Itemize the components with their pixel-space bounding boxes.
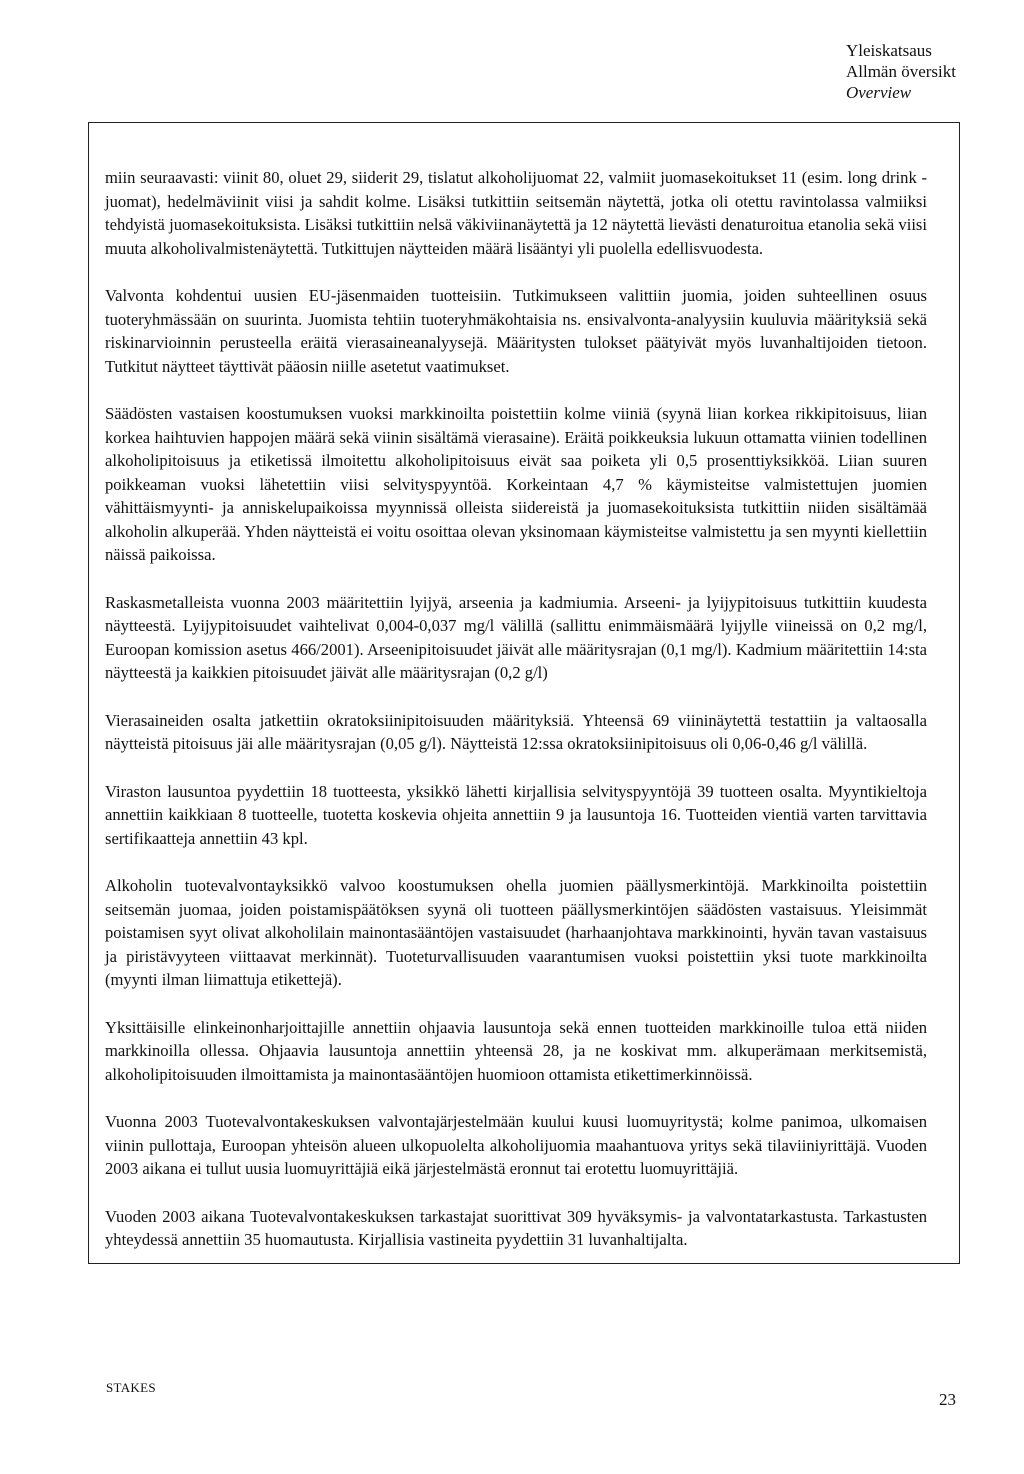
paragraph: Yksittäisille elinkeinonharjoittajille annettiin ohjaavia lausuntoja sekä ennen tuotteiden markkinoille tuloa että niiden markkinoilla ollessa. Ohjaavia lausuntoja annettiin yhteensä 28, ja ne koskivat mm. alkuperämaan merkitsemistä, alkoholipitoisuuden ilmoittamista ja mainontasääntöjen huomioon ottamista etikettimerkinnöissä.	[105, 1017, 927, 1084]
paragraph: Vuonna 2003 Tuotevalvontakeskuksen valvontajärjestelmään kuului kuusi luomuyritystä; kolme panimoa, ulkomaisen viinin pullottaja, Euroopan yhteisön alueen ulkopuolelta alkoholijuomia maahantuova yritys sekä tilaviiniyrittäjä. Vuoden 2003 aikana ei tullut uusia luomuyrittäjiä eikä järjestelmästä eronnut tai erotettu luomuyrittäjiä.	[105, 1112, 927, 1178]
paragraph: miin seuraavasti: viinit 80, oluet 29, siiderit 29, tislatut alkoholijuomat 22, valmiit juomasekoitukset 11 (esim. long drink -juomat), hedelmäviinit viisi ja sahdit kolme. Lisäksi tutkittiin seitsemän näytettä, jotka oli otettu ravintolassa valmiiksi tehdyistä juomasekoituksista. Lisäksi tutkittiin nelsä väkiviinanäytettä ja 12 näytettä lievästi denaturoitua etanolia sekä viisi muuta alkoholivalmistenäytettä. Tutkittujen näytteiden määrä lisääntyi yli puolella edellisvuodesta.	[105, 168, 927, 258]
paragraph: Raskasmetalleista vuonna 2003 määritettiin lyijyä, arseenia ja kadmiumia. Arseeni- ja lyijypitoisuus tutkittiin kuudesta näytteestä. Lyijypitoisuudet vaihtelivat 0,004-0,037 mg/l välillä (sallittu enimmäismäärä lyijylle viineissä on 0,2 mg/l, Euroopan komission asetus 466/2001). Arseenipitoisuudet jäivät alle määritysrajan (0,1 mg/l). Kadmium määritettiin 14:sta näytteestä ja kaikkien pitoisuudet jäivät alle määritysrajan (0,2 g/l)	[105, 592, 927, 682]
paragraph: Vierasaineiden osalta jatkettiin okratoksiinipitoisuuden määrityksiä. Yhteensä 69 viininäytettä testattiin ja valtaosalla näytteistä pitoisuus jäi alle määritysrajan (0,05 g/l). Näytteistä 12:ssa okratoksiinipitoisuus oli 0,06-0,46 g/l välillä.	[105, 710, 927, 753]
header-title-sv: Allmän översikt	[845, 62, 956, 81]
paragraph: Viraston lausuntoa pyydettiin 18 tuotteesta, yksikkö lähetti kirjallisia selvityspyyntöjä 39 tuotteen osalta. Myyntikieltoja annettiin kaikkiaan 8 tuotteelle, tuotetta koskevia ohjeita annettiin 9 ja lausuntoja 16. Tuotteiden vientiä varten tarvittavia sertifikaatteja annettiin 43 kpl.	[105, 781, 927, 848]
page-header	[846, 40, 956, 103]
paragraph: Säädösten vastaisen koostumuksen vuoksi markkinoilta poistettiin kolme viiniä (syynä liian korkea rikkipitoisuus, liian korkea haihtuvien happojen määrä sekä viinin sisältämä vierasaine). Eräitä poikkeuksia lukuun ottamatta viinien todellinen alkoholipitoisuus ja etiketissä ilmoitettu alkoholipitoisuus eivät saa poiketa yli 0,5 prosenttiyksikköä. Liian suuren poikkeaman vuoksi lähetettiin viisi selvityspyyntöä. Korkeintaan 4,7 % käymisteitse valmistettujen juomien vähittäismyynti- ja anniskelupaikoissa myynnissä olleista siidereistä ja juomasekoituksista tutkittiin niiden sisältämää alkoholin alkuperää. Yhden näytteistä ei voitu osoittaa olevan yksinomaan käymisteitse valmistettu ja sen myynti kiellettiin näissä paikoissa.	[105, 404, 927, 564]
paragraph: Valvonta kohdentui uusien EU-jäsenmaiden tuotteisiin. Tutkimukseen valittiin juomia, joiden suhteellinen osuus tuoteryhmässään on suurinta. Juomista tehtiin tuoteryhmäkohtaisia ns. ensivalvonta-analyysiin kuuluvia määrityksiä sekä riskinarvioinnin perusteella eräitä vierasaineanalyysejä. Määritysten tulokset päätyivät myös luvanhaltijoiden tietoon. Tutkitut näytteet täyttivät pääosin niille asetetut vaatimukset.	[105, 286, 927, 376]
page-number: 23	[939, 1390, 956, 1409]
paragraph: Vuoden 2003 aikana Tuotevalvontakeskuksen tarkastajat suorittivat 309 hyväksymis- ja valvontatarkastusta. Tarkastusten yhteydessä annettiin 35 huomautusta. Kirjallisia vastineita pyydettiin 31 luvanhaltijalta.	[105, 1206, 927, 1249]
body-text	[105, 166, 927, 1276]
header-title-en: Overview	[845, 83, 912, 102]
header-title-fi: Yleiskatsaus	[845, 41, 932, 60]
footer-publisher: STAKES	[106, 1380, 156, 1395]
paragraph: Alkoholin tuotevalvontayksikkö valvoo koostumuksen ohella juomien päällysmerkintöjä. Markkinoilta poistettiin seitsemän juomaa, joiden poistamispäätöksen syynä oli tuotteen päällysmerkintöjen säädösten vastaisuus. Yleisimmät poistamisen syyt olivat alkoholilain mainontasääntöjen vastaisuudet (harhaanjohtava markkinointi, hyvän tavan vastaisuus ja piristävyyteen viittaavat merkinnät). Tuoteturvallisuuden vaarantumisen vuoksi poistettiin yksi tuote markkinoilta (myynti ilman liimattuja etikettejä).	[105, 876, 927, 989]
